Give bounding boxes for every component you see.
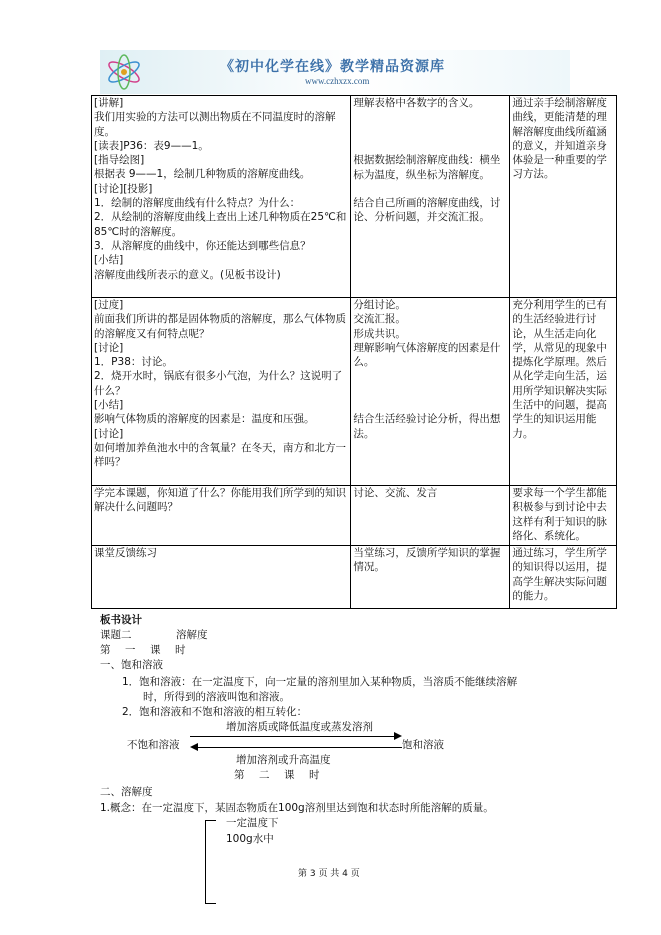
text-line: 讨论、交流、发言 [353, 487, 438, 499]
design-intent-cell [510, 546, 617, 609]
text-line: 交流汇报。 [353, 313, 406, 326]
student-activity-cell [351, 546, 510, 609]
site-url: www.czhxzx.com [305, 76, 370, 86]
text-line: [讨论] [94, 341, 124, 354]
unsaturated-label: 不饱和溶液 [127, 739, 180, 751]
arrow-right-icon [394, 732, 402, 740]
text-line: 1．P38：讨论。 [94, 356, 173, 369]
arrow-to-saturated [190, 736, 394, 737]
text-line: [讨论] [94, 427, 124, 440]
text-line: 根据数据绘制溶解度曲线：横坐标为温度，纵坐标为溶解度。 [353, 154, 501, 181]
text-line: 我们用实验的方法可以测出物质在不同温度时的溶解度。 [94, 111, 336, 138]
text-line: 溶解度曲线所表示的意义。(见板书设计) [94, 268, 281, 281]
condition-brace [205, 820, 216, 904]
teacher-activity-cell [92, 546, 351, 609]
atom-logo-icon [104, 52, 144, 92]
saturated-definition: 1．饱和溶液：在一定温度下，向一定量的溶剂里加入某种物质，当溶质不能继续溶解 [122, 676, 518, 688]
page-header-banner [100, 50, 570, 94]
text-line: 3．从溶解度的曲线中，你还能达到哪些信息？ [94, 239, 311, 252]
student-activity-cell [351, 96, 510, 298]
text-line: 课堂反馈练习 [94, 547, 157, 559]
lesson-table [91, 95, 617, 609]
text-line: 1．绘制的溶解度曲线有什么特点？为什么： [94, 197, 301, 210]
conversion-top-condition: 增加溶质或降低温度或蒸发溶剂 [226, 721, 373, 733]
site-title: 《初中化学在线》教学精品资源库 [220, 59, 445, 75]
text-line: 根据表 9——1，绘制几种物质的溶解度曲线。 [94, 168, 311, 181]
design-intent-cell [510, 96, 617, 298]
topic-name: 溶解度 [176, 629, 208, 641]
text-line: 当堂练习，反馈所学知识的掌握情况。 [353, 547, 501, 574]
condition-temperature: 一定温度下 [226, 817, 279, 829]
text-line: 影响气体物质的溶解度的因素是：温度和压强。 [94, 413, 315, 426]
text-line: 理解影响气体溶解度的因素是什么。 [353, 341, 501, 369]
condition-solvent: 100g水中 [226, 833, 274, 845]
text-line: 2．烧开水时，锅底有很多小气泡，为什么？这说明了什么？ [94, 370, 343, 397]
section-two-title: 二、溶解度 [100, 786, 153, 798]
table-row [92, 486, 617, 546]
text-line: 形成共识。 [353, 327, 406, 340]
table-row [92, 546, 617, 609]
text-line: 2．从绘制的溶解度曲线上查出上述几种物质在25℃和85℃时的溶解度。 [94, 211, 347, 238]
text-line: 分组讨论。 [353, 299, 406, 311]
topic-label: 课题二 [100, 629, 132, 641]
text-line: 充分利用学生的已有的生活经验进行讨论，从生活走向化学，从常见的现象中提炼化学原理。然后从化学走向生活，运用所学知识解决实际生活中的问题，提高学生的知识运用能力。 [512, 299, 607, 440]
lesson-one-label: 第 一 课 时 [100, 644, 188, 656]
conversion-bottom-condition: 增加溶剂或升高温度 [236, 754, 331, 766]
arrow-left-icon [190, 743, 198, 751]
solubility-concept: 1.概念：在一定温度下，某固态物质在100g溶剂里达到饱和状态时所能溶解的质量。 [100, 802, 494, 814]
lesson-two-label: 第 二 课 时 [234, 769, 322, 781]
page-footer: 第 3 页 共 4 页 [298, 869, 360, 879]
text-line: 结合生活经验讨论分析，得出想法。 [353, 413, 501, 440]
board-heading: 板书设计 [100, 614, 142, 626]
arrow-to-unsaturated [198, 747, 402, 748]
teacher-activity-cell [92, 96, 351, 298]
conversion-title: 2．饱和溶液和不饱和溶液的相互转化： [122, 706, 308, 718]
text-line: [小结] [94, 254, 124, 267]
text-line: [指导绘图] [94, 154, 145, 167]
text-line: 如何增加养鱼池水中的含氧量？在冬天，南方和北方一样吗？ [94, 441, 346, 469]
teacher-activity-cell [92, 486, 351, 546]
text-line: 理解表格中各数字的含义。 [353, 97, 480, 109]
text-line: 通过亲手绘制溶解度曲线，更能清楚的理解溶解度曲线所蕴涵的意义，并知道亲身体验是一种重要的学习方法。 [512, 97, 607, 181]
design-intent-cell [510, 298, 617, 486]
text-line: [讨论][投影] [94, 182, 153, 195]
table-row [92, 96, 617, 298]
text-line: 要求每一个学生都能积极参与到讨论中去这样有利于知识的脉络化、系统化。 [512, 487, 607, 542]
text-line: [讲解] [94, 97, 124, 109]
text-line: [小结] [94, 399, 124, 412]
student-activity-cell [351, 486, 510, 546]
text-line: [读表]P36：表9——1。 [94, 139, 209, 152]
design-intent-cell [510, 486, 617, 546]
text-line: 通过练习，学生所学的知识得以运用，提高学生解决实际问题的能力。 [512, 547, 607, 602]
text-line: 学完本课题，你知道了什么？你能用我们所学到的知识解决什么问题吗？ [94, 487, 346, 514]
text-line: 前面我们所讲的都是固体物质的溶解度，那么气体物质的溶解度又有何特点呢？ [94, 313, 346, 340]
teacher-activity-cell [92, 298, 351, 486]
saturated-label: 饱和溶液 [402, 739, 444, 751]
saturated-definition-cont: 时，所得到的溶液叫饱和溶液。 [143, 691, 290, 703]
student-activity-cell [351, 298, 510, 486]
table-row [92, 298, 617, 486]
text-line: [过度] [94, 299, 124, 311]
section-one-title: 一、饱和溶液 [100, 659, 163, 671]
text-line: 结合自己所画的溶解度曲线，讨论、分析问题，并交流汇报。 [353, 196, 501, 224]
